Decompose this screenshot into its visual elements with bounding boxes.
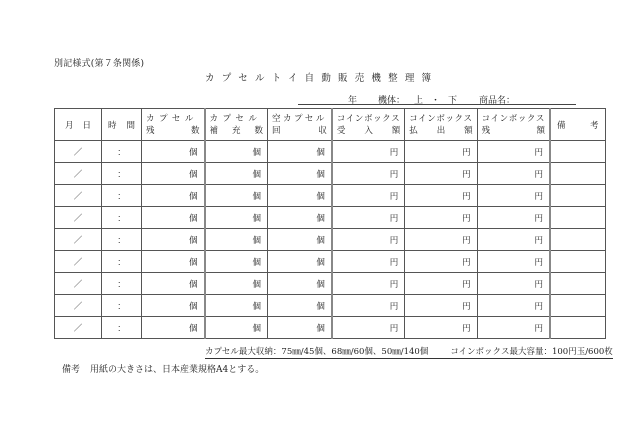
date-cell[interactable]: ／ — [55, 229, 102, 251]
remarks-label: 備考 — [62, 365, 81, 375]
coin-out-cell[interactable]: 円 — [405, 207, 477, 229]
date-cell[interactable]: ／ — [55, 141, 102, 163]
empty-capsule-cell[interactable]: 個 — [268, 295, 332, 317]
date-cell[interactable]: ／ — [55, 207, 102, 229]
date-cell[interactable]: ／ — [55, 273, 102, 295]
remarks-text: 用紙の大きさは、日本産業規格A4とする。 — [90, 365, 265, 375]
empty-capsule-cell[interactable]: 個 — [268, 207, 332, 229]
empty-capsule-cell[interactable]: 個 — [268, 317, 332, 339]
capsule-remaining-cell[interactable]: 個 — [142, 295, 205, 317]
date-cell[interactable]: ／ — [55, 185, 102, 207]
coin-in-cell[interactable]: 円 — [332, 141, 405, 163]
header-remarks: 備 考 — [550, 109, 605, 141]
time-cell[interactable]: ： — [102, 207, 142, 229]
coin-in-cell[interactable]: 円 — [332, 163, 405, 185]
table-row — [55, 251, 606, 273]
time-cell[interactable]: ： — [102, 295, 142, 317]
remarks-cell[interactable] — [550, 317, 605, 339]
coin-balance-cell[interactable]: 円 — [477, 207, 550, 229]
capsule-refill-cell[interactable]: 個 — [205, 229, 268, 251]
coinbox-capacity: コインボックス最大容量：100円玉/600枚 — [450, 347, 613, 357]
table-row — [55, 295, 606, 317]
coin-out-cell[interactable]: 円 — [405, 317, 477, 339]
log-table — [54, 108, 606, 339]
form-reference: 別記様式(第７条関係) — [54, 59, 145, 69]
capsule-refill-cell[interactable]: 個 — [205, 317, 268, 339]
coin-in-cell[interactable]: 円 — [332, 251, 405, 273]
coin-out-cell[interactable]: 円 — [405, 295, 477, 317]
capsule-capacity: カプセル最大収納：75㎜/45個、68㎜/60個、50㎜/140個 — [205, 347, 429, 357]
remarks-cell[interactable] — [550, 141, 605, 163]
empty-capsule-cell[interactable]: 個 — [268, 185, 332, 207]
time-cell[interactable]: ： — [102, 229, 142, 251]
capsule-remaining-cell[interactable]: 個 — [142, 229, 205, 251]
header-date: 月 日 — [55, 109, 102, 141]
remarks-cell[interactable] — [550, 185, 605, 207]
empty-capsule-cell[interactable]: 個 — [268, 229, 332, 251]
date-cell[interactable]: ／ — [55, 295, 102, 317]
remarks-cell[interactable] — [550, 229, 605, 251]
header-row — [55, 109, 606, 141]
date-cell[interactable]: ／ — [55, 317, 102, 339]
coin-out-cell[interactable]: 円 — [405, 141, 477, 163]
capacity-note — [205, 347, 613, 359]
capsule-refill-cell[interactable]: 個 — [205, 207, 268, 229]
body-label: 機体： — [378, 96, 406, 106]
separator-dot: ・ — [431, 96, 441, 106]
time-cell[interactable]: ： — [102, 185, 142, 207]
time-cell[interactable]: ： — [102, 163, 142, 185]
remarks-note — [62, 362, 264, 375]
time-cell[interactable]: ： — [102, 273, 142, 295]
upper-option[interactable]: 上 — [414, 96, 424, 106]
header-empty-capsule: 空カプセル 回 収 — [268, 109, 332, 141]
remarks-cell[interactable] — [550, 207, 605, 229]
coin-balance-cell[interactable]: 円 — [477, 317, 550, 339]
capsule-refill-cell[interactable]: 個 — [205, 185, 268, 207]
empty-capsule-cell[interactable]: 個 — [268, 251, 332, 273]
coin-balance-cell[interactable]: 円 — [477, 229, 550, 251]
empty-capsule-cell[interactable]: 個 — [268, 273, 332, 295]
coin-balance-cell[interactable]: 円 — [477, 141, 550, 163]
coin-balance-cell[interactable]: 円 — [477, 163, 550, 185]
coin-in-cell[interactable]: 円 — [332, 273, 405, 295]
table-row — [55, 185, 606, 207]
coin-out-cell[interactable]: 円 — [405, 251, 477, 273]
coin-balance-cell[interactable]: 円 — [477, 295, 550, 317]
header-coin-out: コインボックス 払 出 額 — [405, 109, 477, 141]
capsule-remaining-cell[interactable]: 個 — [142, 185, 205, 207]
capsule-remaining-cell[interactable]: 個 — [142, 317, 205, 339]
table-row — [55, 273, 606, 295]
remarks-cell[interactable] — [550, 163, 605, 185]
capsule-refill-cell[interactable]: 個 — [205, 141, 268, 163]
coin-balance-cell[interactable]: 円 — [477, 185, 550, 207]
header-capsule-refill: カプセル 補 充 数 — [205, 109, 268, 141]
coin-out-cell[interactable]: 円 — [405, 163, 477, 185]
capsule-refill-cell[interactable]: 個 — [205, 163, 268, 185]
capsule-remaining-cell[interactable]: 個 — [142, 273, 205, 295]
coin-out-cell[interactable]: 円 — [405, 229, 477, 251]
time-cell[interactable]: ： — [102, 251, 142, 273]
page-title: カプセルトイ自動販売機整理簿 — [205, 73, 439, 84]
table-row — [55, 207, 606, 229]
header-coin-in: コインボックス 受 入 額 — [332, 109, 405, 141]
table-row — [55, 141, 606, 163]
remarks-cell[interactable] — [550, 273, 605, 295]
capsule-remaining-cell[interactable]: 個 — [142, 207, 205, 229]
year-label: 年 — [348, 96, 358, 106]
header-coin-balance: コインボックス 残 額 — [477, 109, 550, 141]
empty-capsule-cell[interactable]: 個 — [268, 141, 332, 163]
meta-line — [298, 93, 576, 105]
coin-balance-cell[interactable]: 円 — [477, 273, 550, 295]
coin-in-cell[interactable]: 円 — [332, 317, 405, 339]
lower-option[interactable]: 下 — [448, 96, 458, 106]
table-row — [55, 317, 606, 339]
coin-out-cell[interactable]: 円 — [405, 185, 477, 207]
coin-in-cell[interactable]: 円 — [332, 295, 405, 317]
empty-capsule-cell[interactable]: 個 — [268, 163, 332, 185]
table-row — [55, 163, 606, 185]
time-cell[interactable]: ： — [102, 141, 142, 163]
header-time: 時 間 — [102, 109, 142, 141]
capsule-remaining-cell[interactable]: 個 — [142, 251, 205, 273]
coin-in-cell[interactable]: 円 — [332, 229, 405, 251]
remarks-cell[interactable] — [550, 295, 605, 317]
coin-in-cell[interactable]: 円 — [332, 207, 405, 229]
date-cell[interactable]: ／ — [55, 251, 102, 273]
product-label: 商品名： — [479, 96, 516, 106]
capsule-remaining-cell[interactable]: 個 — [142, 163, 205, 185]
capsule-refill-cell[interactable]: 個 — [205, 251, 268, 273]
header-capsule-remaining: カプセル 残 数 — [142, 109, 205, 141]
remarks-cell[interactable] — [550, 251, 605, 273]
coin-balance-cell[interactable]: 円 — [477, 251, 550, 273]
table-row — [55, 229, 606, 251]
coin-out-cell[interactable]: 円 — [405, 273, 477, 295]
date-cell[interactable]: ／ — [55, 163, 102, 185]
coin-in-cell[interactable]: 円 — [332, 185, 405, 207]
time-cell[interactable]: ： — [102, 317, 142, 339]
capsule-refill-cell[interactable]: 個 — [205, 273, 268, 295]
capsule-refill-cell[interactable]: 個 — [205, 295, 268, 317]
capsule-remaining-cell[interactable]: 個 — [142, 141, 205, 163]
